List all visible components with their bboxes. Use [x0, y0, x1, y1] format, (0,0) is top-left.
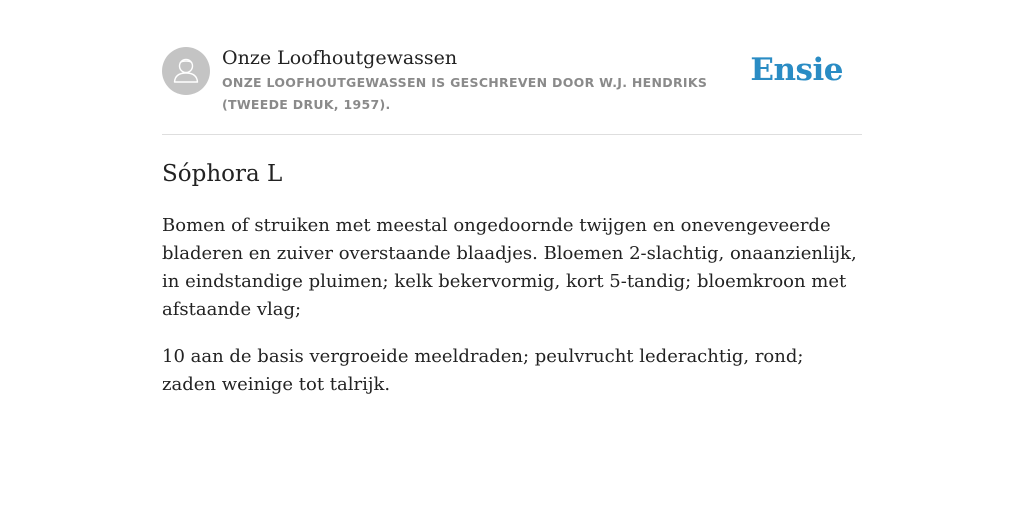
user-silhouette-icon: [162, 47, 210, 95]
entry-card: [162, 0, 862, 395]
source-header: [162, 0, 862, 135]
source-title[interactable]: Onze Loofhoutgewassen: [222, 47, 458, 69]
avatar[interactable]: [162, 47, 210, 95]
ensie-logo-link[interactable]: Ensie: [750, 52, 843, 88]
source-description: ONZE LOOFHOUTGEWASSEN IS GESCHREVEN DOOR W.J. HENDRIKS (TWEEDE DRUK, 1957).: [222, 75, 708, 112]
entry-title: Sóphora L: [162, 161, 283, 187]
entry-paragraph: Bomen of struiken met meestal ongedoornde twijgen en onevengeveerde bladeren en zuiver overstaande blaadjes. Bloemen 2-slachtig, onaanzienlijk, in eindstandige pluimen; kelk bekervormig, kort 5-tandig; bloemkroon met afstaande vlag;: [162, 215, 857, 320]
entry-paragraph: 10 aan de basis vergroeide meeldraden; peulvrucht lederachtig, rond; zaden weinige tot talrijk.: [162, 346, 804, 395]
entry-body: [162, 212, 862, 418]
